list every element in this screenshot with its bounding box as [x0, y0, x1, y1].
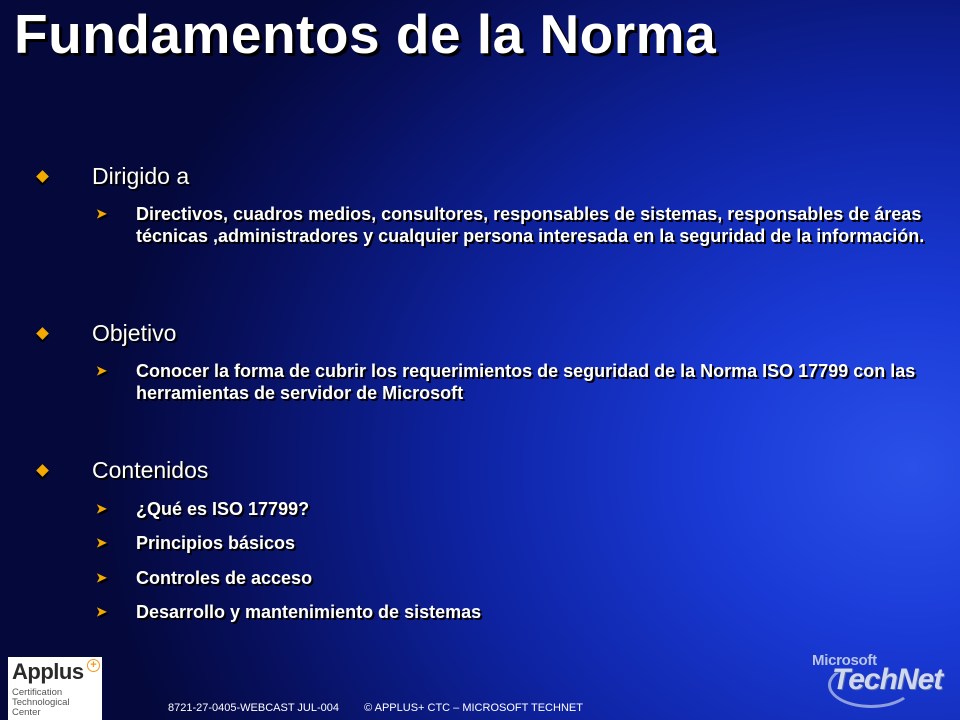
microsoft-wordmark: Microsoft	[812, 652, 877, 669]
sub-item-text: Conocer la forma de cubrir los requerimientos de seguridad de la Norma ISO 17799 con las herramientas de servidor de Microsoft	[136, 361, 916, 403]
sub-item-text: Directivos, cuadros medios, consultores, responsables de sistemas, responsables de áreas técnicas ,administradores y cualquier persona interesada en la seguridad de la información.	[136, 204, 925, 246]
section-heading-text: Contenidos	[92, 457, 209, 483]
sub-item	[96, 498, 936, 520]
arrow-bullet-icon: ➤	[96, 363, 107, 378]
arrow-bullet-icon: ➤	[96, 501, 107, 516]
technet-logo	[810, 650, 945, 705]
sub-item	[96, 567, 936, 589]
sub-item-text: Controles de acceso	[136, 568, 313, 588]
sub-item-text: Desarrollo y mantenimiento de sistemas	[136, 602, 482, 622]
diamond-bullet-icon	[36, 170, 49, 183]
sub-item-text: ¿Qué es ISO 17799?	[136, 499, 310, 519]
section-heading-contenidos	[36, 457, 208, 484]
arrow-bullet-icon: ➤	[96, 206, 107, 221]
footer-copyright: © APPLUS+ CTC – MICROSOFT TECHNET	[364, 702, 583, 714]
section-heading-objetivo	[36, 320, 176, 347]
sub-item	[96, 601, 936, 623]
sub-item	[96, 360, 936, 404]
arrow-bullet-icon: ➤	[96, 604, 107, 619]
applus-plus-icon: +	[87, 659, 100, 672]
applus-name: Applus	[12, 659, 84, 684]
arrow-bullet-icon: ➤	[96, 535, 107, 550]
slide-title: Fundamentos de la Norma	[14, 3, 717, 65]
sub-item	[96, 532, 936, 554]
diamond-bullet-icon	[36, 464, 49, 477]
applus-tagline: Certification Technological Center	[12, 687, 70, 718]
section-heading-dirigido	[36, 163, 189, 190]
section-heading-text: Objetivo	[92, 320, 177, 346]
sub-item	[96, 203, 936, 247]
footer-code: 8721-27-0405-WEBCAST JUL-004	[168, 702, 339, 714]
arrow-bullet-icon: ➤	[96, 570, 107, 585]
technet-wordmark: TechNet	[832, 663, 943, 696]
applus-wordmark	[12, 659, 84, 685]
section-heading-text: Dirigido a	[92, 163, 190, 189]
diamond-bullet-icon	[36, 327, 49, 340]
sub-item-text: Principios básicos	[136, 533, 296, 553]
slide-footer	[168, 702, 605, 714]
applus-logo	[8, 657, 102, 720]
